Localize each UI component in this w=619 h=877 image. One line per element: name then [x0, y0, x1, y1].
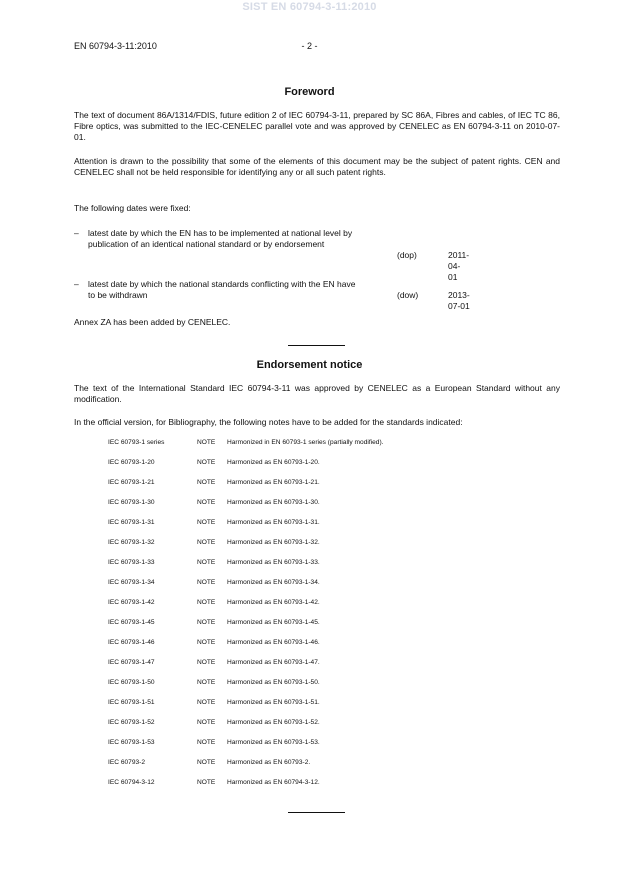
- list-dash: –: [74, 228, 79, 238]
- note-text: Harmonized as EN 60793-1-33.: [227, 559, 320, 566]
- foreword-paragraph-3: The following dates were fixed:: [74, 203, 191, 213]
- standard-reference: IEC 60793-1-32: [108, 539, 155, 546]
- list-item: [108, 439, 528, 459]
- standard-reference: IEC 60794-3-12: [108, 779, 155, 786]
- note-label: NOTE: [197, 659, 216, 666]
- date-value: 2011-04-01: [448, 250, 470, 282]
- standard-reference: IEC 60793-1-53: [108, 739, 155, 746]
- standard-reference: IEC 60793-1-50: [108, 679, 155, 686]
- note-label: NOTE: [197, 459, 216, 466]
- list-item: [108, 459, 528, 479]
- note-label: NOTE: [197, 599, 216, 606]
- note-label: NOTE: [197, 539, 216, 546]
- standard-reference: IEC 60793-1-30: [108, 499, 155, 506]
- date-abbreviation: (dow): [397, 290, 419, 300]
- note-text: Harmonized as EN 60793-1-21.: [227, 479, 320, 486]
- note-label: NOTE: [197, 499, 216, 506]
- endorsement-paragraph-2: In the official version, for Bibliography, the following notes have to be added for the standards indicated:: [74, 417, 463, 427]
- foreword-paragraph-4: Annex ZA has been added by CENELEC.: [74, 317, 231, 327]
- section-divider: [288, 345, 345, 346]
- note-text: Harmonized as EN 60793-1-46.: [227, 639, 320, 646]
- note-label: NOTE: [197, 579, 216, 586]
- note-label: NOTE: [197, 639, 216, 646]
- list-item: [108, 499, 528, 519]
- list-item: [108, 619, 528, 639]
- standard-reference: IEC 60793-1-34: [108, 579, 155, 586]
- note-text: Harmonized as EN 60793-1-30.: [227, 499, 320, 506]
- date-description: latest date by which the EN has to be implemented at national level by publication of an identical national standard or by endorsement: [88, 228, 353, 249]
- bibliography-notes-list: [108, 439, 528, 799]
- note-text: Harmonized as EN 60793-1-51.: [227, 699, 320, 706]
- note-label: NOTE: [197, 779, 216, 786]
- list-item: [108, 659, 528, 679]
- list-item: [108, 599, 528, 619]
- date-value: 2013-07-01: [448, 290, 470, 311]
- list-dash: –: [74, 279, 79, 289]
- note-text: Harmonized as EN 60793-1-32.: [227, 539, 320, 546]
- standard-reference: IEC 60793-1-20: [108, 459, 155, 466]
- watermark: SIST EN 60794-3-11:2010: [242, 1, 377, 13]
- standard-reference: IEC 60793-1-33: [108, 559, 155, 566]
- end-divider: [288, 812, 345, 813]
- standard-reference: IEC 60793-1-31: [108, 519, 155, 526]
- note-text: Harmonized as EN 60793-1-20.: [227, 459, 320, 466]
- list-item: [108, 579, 528, 599]
- standard-reference: IEC 60793-1-51: [108, 699, 155, 706]
- endorsement-heading: Endorsement notice: [256, 359, 363, 371]
- list-item: [108, 719, 528, 739]
- list-item: [108, 519, 528, 539]
- list-item: [108, 639, 528, 659]
- note-label: NOTE: [197, 439, 216, 446]
- note-label: NOTE: [197, 559, 216, 566]
- list-item: [108, 759, 528, 779]
- standard-reference: IEC 60793-1-52: [108, 719, 155, 726]
- note-text: Harmonized in EN 60793-1 series (partially modified).: [227, 439, 384, 446]
- note-text: Harmonized as EN 60793-1-50.: [227, 679, 320, 686]
- endorsement-paragraph-1: The text of the International Standard IEC 60794-3-11 was approved by CENELEC as a European Standard without any modification.: [74, 383, 560, 404]
- list-item: [108, 699, 528, 719]
- note-label: NOTE: [197, 479, 216, 486]
- list-item: [108, 559, 528, 579]
- note-label: NOTE: [197, 679, 216, 686]
- note-text: Harmonized as EN 60793-1-31.: [227, 519, 320, 526]
- date-description: latest date by which the national standards conflicting with the EN have to be withdrawn: [88, 279, 356, 300]
- note-label: NOTE: [197, 699, 216, 706]
- note-text: Harmonized as EN 60793-1-52.: [227, 719, 320, 726]
- list-item: [108, 479, 528, 499]
- note-label: NOTE: [197, 519, 216, 526]
- standard-reference: IEC 60793-2: [108, 759, 146, 766]
- list-item: [108, 539, 528, 559]
- note-text: Harmonized as EN 60793-1-42.: [227, 599, 320, 606]
- standard-reference: IEC 60793-1-45: [108, 619, 155, 626]
- date-abbreviation: (dop): [397, 250, 417, 260]
- list-item: [108, 779, 528, 799]
- standard-reference: IEC 60793-1-47: [108, 659, 155, 666]
- document-id: EN 60794-3-11:2010: [74, 41, 157, 51]
- foreword-heading: Foreword: [284, 86, 335, 98]
- note-text: Harmonized as EN 60793-2.: [227, 759, 311, 766]
- note-label: NOTE: [197, 719, 216, 726]
- note-text: Harmonized as EN 60794-3-12.: [227, 779, 320, 786]
- note-label: NOTE: [197, 759, 216, 766]
- standard-reference: IEC 60793-1-46: [108, 639, 155, 646]
- note-text: Harmonized as EN 60793-1-45.: [227, 619, 320, 626]
- note-text: Harmonized as EN 60793-1-53.: [227, 739, 320, 746]
- list-item: [108, 739, 528, 759]
- note-label: NOTE: [197, 619, 216, 626]
- note-text: Harmonized as EN 60793-1-47.: [227, 659, 320, 666]
- standard-reference: IEC 60793-1-42: [108, 599, 155, 606]
- list-item: [108, 679, 528, 699]
- note-text: Harmonized as EN 60793-1-34.: [227, 579, 320, 586]
- page-number: - 2 -: [301, 41, 318, 51]
- standard-reference: IEC 60793-1-21: [108, 479, 155, 486]
- foreword-paragraph-2: Attention is drawn to the possibility that some of the elements of this document may be the subject of patent rights. CEN and CENELEC shall not be held responsible for identifying any or all such patent rights.: [74, 156, 560, 177]
- foreword-paragraph-1: The text of document 86A/1314/FDIS, future edition 2 of IEC 60794-3-11, prepared by SC 86A, Fibres and cables, of IEC TC 86, Fibre optics, was submitted to the IEC-CENELEC parallel vote and was approved by CENELEC as EN 60794-3-11 on 2010-07-01.: [74, 110, 560, 142]
- standard-reference: IEC 60793-1 series: [108, 439, 165, 446]
- note-label: NOTE: [197, 739, 216, 746]
